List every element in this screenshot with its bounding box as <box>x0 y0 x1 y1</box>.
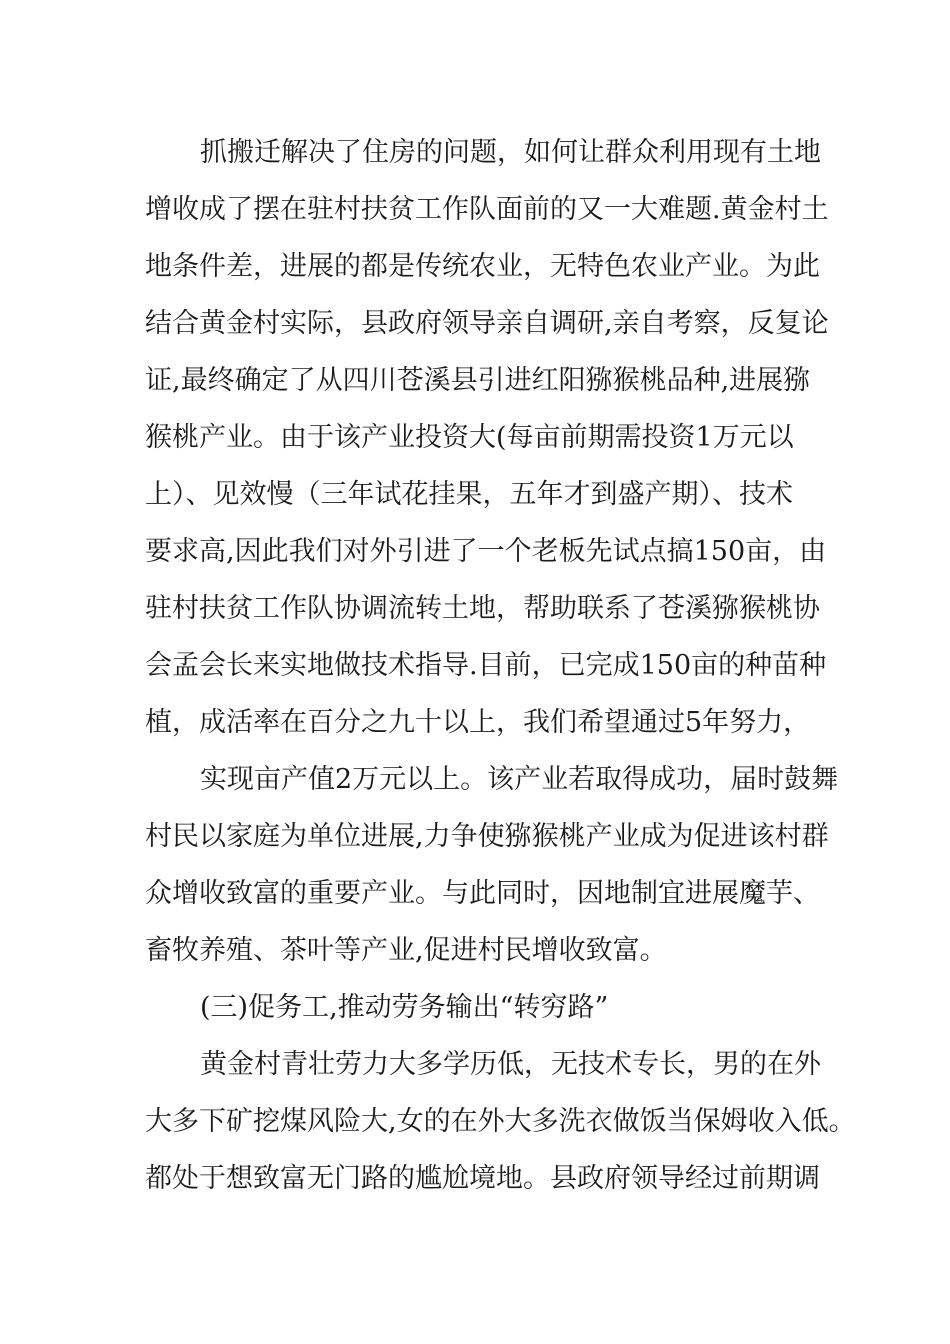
paragraph-line: 众增收致富的重要产业。与此同时，因地制宜进展魔芋、 <box>145 878 820 909</box>
paragraph-line: 抓搬迁解决了住房的问题，如何让群众利用现有土地 <box>200 137 821 168</box>
paragraph-line: 上）、见效慢（三年试花挂果，五年才到盛产期）、技术 <box>145 479 793 510</box>
paragraph-line: 村民以家庭为单位进展,力争使猕猴桃产业成为促进该村群 <box>145 821 829 852</box>
paragraph-line: 要求高,因此我们对外引进了一个老板先试点搞150亩，由 <box>145 536 827 567</box>
paragraph-line: 结合黄金村实际，县政府领导亲自调研,亲自考察，反复论 <box>145 308 829 339</box>
paragraph-line: 大多下矿挖煤风险大,女的在外大多洗衣做饭当保姆收入低。 <box>145 1106 856 1137</box>
paragraph-line: 都处于想致富无门路的尴尬境地。县政府领导经过前期调 <box>145 1163 820 1194</box>
section-heading: (三)促务工,推动劳务输出“转穷路” <box>200 992 609 1023</box>
paragraph-line: 黄金村青壮劳力大多学历低，无技术专长，男的在外 <box>200 1049 821 1080</box>
paragraph-line: 证,最终确定了从四川苍溪县引进红阳猕猴桃品种,进展猕 <box>145 365 811 396</box>
paragraph-line: 驻村扶贫工作队协调流转土地，帮助联系了苍溪猕猴桃协 <box>145 593 820 624</box>
paragraph-line: 增收成了摆在驻村扶贫工作队面前的又一大难题.黄金村土 <box>145 194 829 225</box>
paragraph-line: 会孟会长来实地做技术指导.目前，已完成150亩的种苗种 <box>145 650 827 681</box>
paragraph-line: 地条件差，进展的都是传统农业，无特色农业产业。为此 <box>145 251 820 282</box>
paragraph-line: 植，成活率在百分之九十以上，我们希望通过5年努力， <box>145 707 811 738</box>
paragraph-line: 实现亩产值2万元以上。该产业若取得成功，届时鼓舞 <box>200 764 839 795</box>
paragraph-line: 猴桃产业。由于该产业投资大(每亩前期需投资1万元以 <box>145 422 794 453</box>
paragraph-line: 畜牧养殖、茶叶等产业,促进村民增收致富。 <box>145 935 667 966</box>
